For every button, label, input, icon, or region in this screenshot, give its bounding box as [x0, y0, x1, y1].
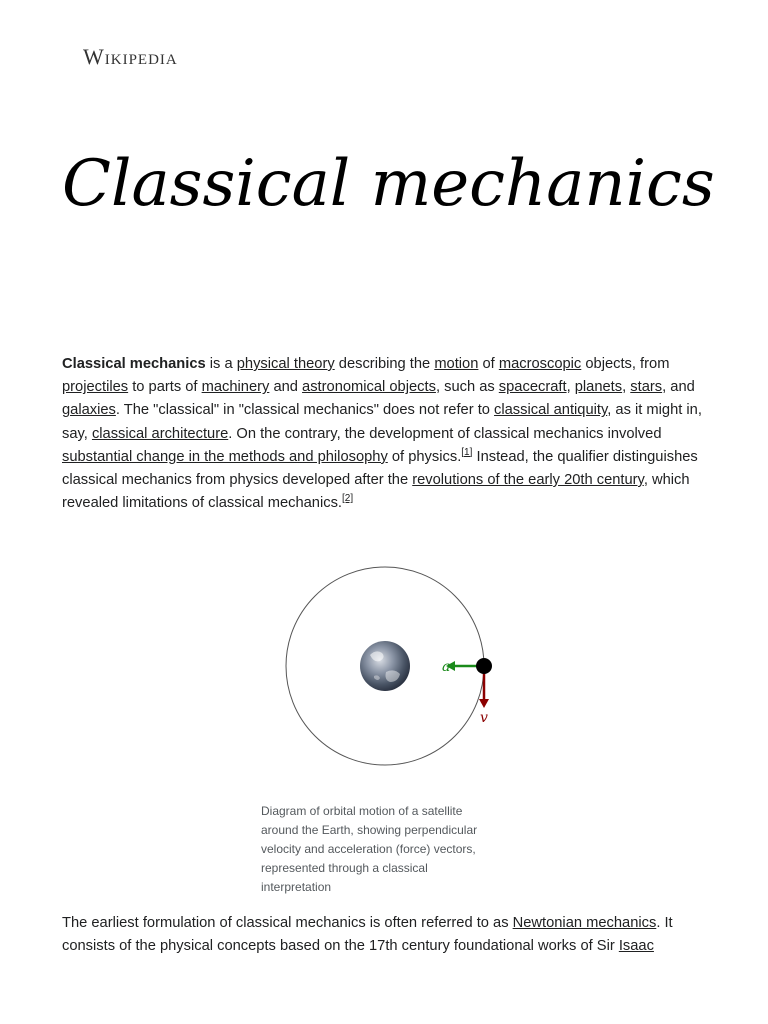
link-planets[interactable]: planets: [574, 379, 623, 396]
velocity-label: v: [480, 710, 488, 726]
text: and: [269, 379, 303, 396]
link-motion[interactable]: motion: [434, 356, 479, 372]
text: . The "classical" in "classical mechanics" does not refer to: [115, 402, 495, 419]
link-classical-architecture[interactable]: classical architecture: [91, 425, 229, 442]
text: to parts of: [128, 379, 202, 396]
figure-caption: Diagram of orbital motion of a satellite around the Earth, showing perpendicular velocity and acceleration (force) vectors, represented through a classical interpretation: [261, 804, 478, 894]
link-physical-theory[interactable]: physical theory: [236, 356, 335, 372]
velocity-vector: [479, 670, 489, 726]
acceleration-label: a: [442, 659, 451, 675]
orbit-figure: [258, 560, 508, 897]
text: of: [478, 356, 499, 372]
reference-1: [461, 447, 472, 458]
link-spacecraft[interactable]: spacecraft: [498, 379, 567, 396]
text: of physics.: [387, 448, 462, 465]
text: , which revealed limitations of classical mechanics.: [62, 472, 690, 512]
text: objects, from: [581, 356, 670, 372]
reference-link-2[interactable]: [2]: [342, 493, 354, 505]
text: . On the contrary, the development of classical mechanics involved: [228, 425, 662, 442]
text: , as it might in, say,: [62, 402, 702, 442]
link-isaac-newton[interactable]: Isaac: [618, 938, 654, 955]
reference-link-1[interactable]: [1]: [461, 446, 473, 458]
text: is a: [205, 356, 237, 372]
text: , and: [662, 379, 695, 396]
second-paragraph: [62, 912, 712, 958]
earth-icon: [360, 641, 410, 691]
link-revolutions-20th-century[interactable]: revolutions of the early 20th century: [412, 472, 644, 489]
orbit-diagram[interactable]: [258, 560, 508, 774]
link-stars[interactable]: stars: [630, 379, 663, 396]
link-projectiles[interactable]: projectiles: [62, 379, 129, 396]
acceleration-vector: [442, 659, 477, 675]
text: , such as: [435, 379, 499, 396]
intro-paragraph: [62, 353, 712, 515]
satellite-dot: [476, 658, 492, 674]
text: ,: [622, 379, 631, 396]
link-astronomical-objects[interactable]: astronomical objects: [302, 379, 436, 396]
link-substantial-change[interactable]: substantial change in the methods and philosophy: [62, 448, 388, 465]
bold-term: Classical mechanics: [62, 356, 206, 372]
reference-2: [342, 493, 353, 504]
link-machinery[interactable]: machinery: [201, 379, 270, 396]
link-galaxies[interactable]: galaxies: [62, 402, 116, 419]
text: Instead, the qualifier distinguishes classical mechanics from physics developed after the: [62, 448, 698, 489]
text: The earliest formulation of classical mechanics is often referred to as: [62, 915, 513, 931]
link-classical-antiquity[interactable]: classical antiquity: [494, 402, 608, 419]
wikipedia-wordmark[interactable]: Wikipedia: [83, 44, 178, 69]
text: . It consists of the physical concepts based on the 17th century foundational works of Sir: [62, 915, 673, 955]
link-newtonian-mechanics[interactable]: Newtonian mechanics: [512, 915, 657, 931]
page-title: Classical mechanics: [62, 147, 715, 221]
link-macroscopic[interactable]: macroscopic: [498, 356, 582, 372]
text: describing the: [334, 356, 435, 372]
text: ,: [566, 379, 575, 396]
